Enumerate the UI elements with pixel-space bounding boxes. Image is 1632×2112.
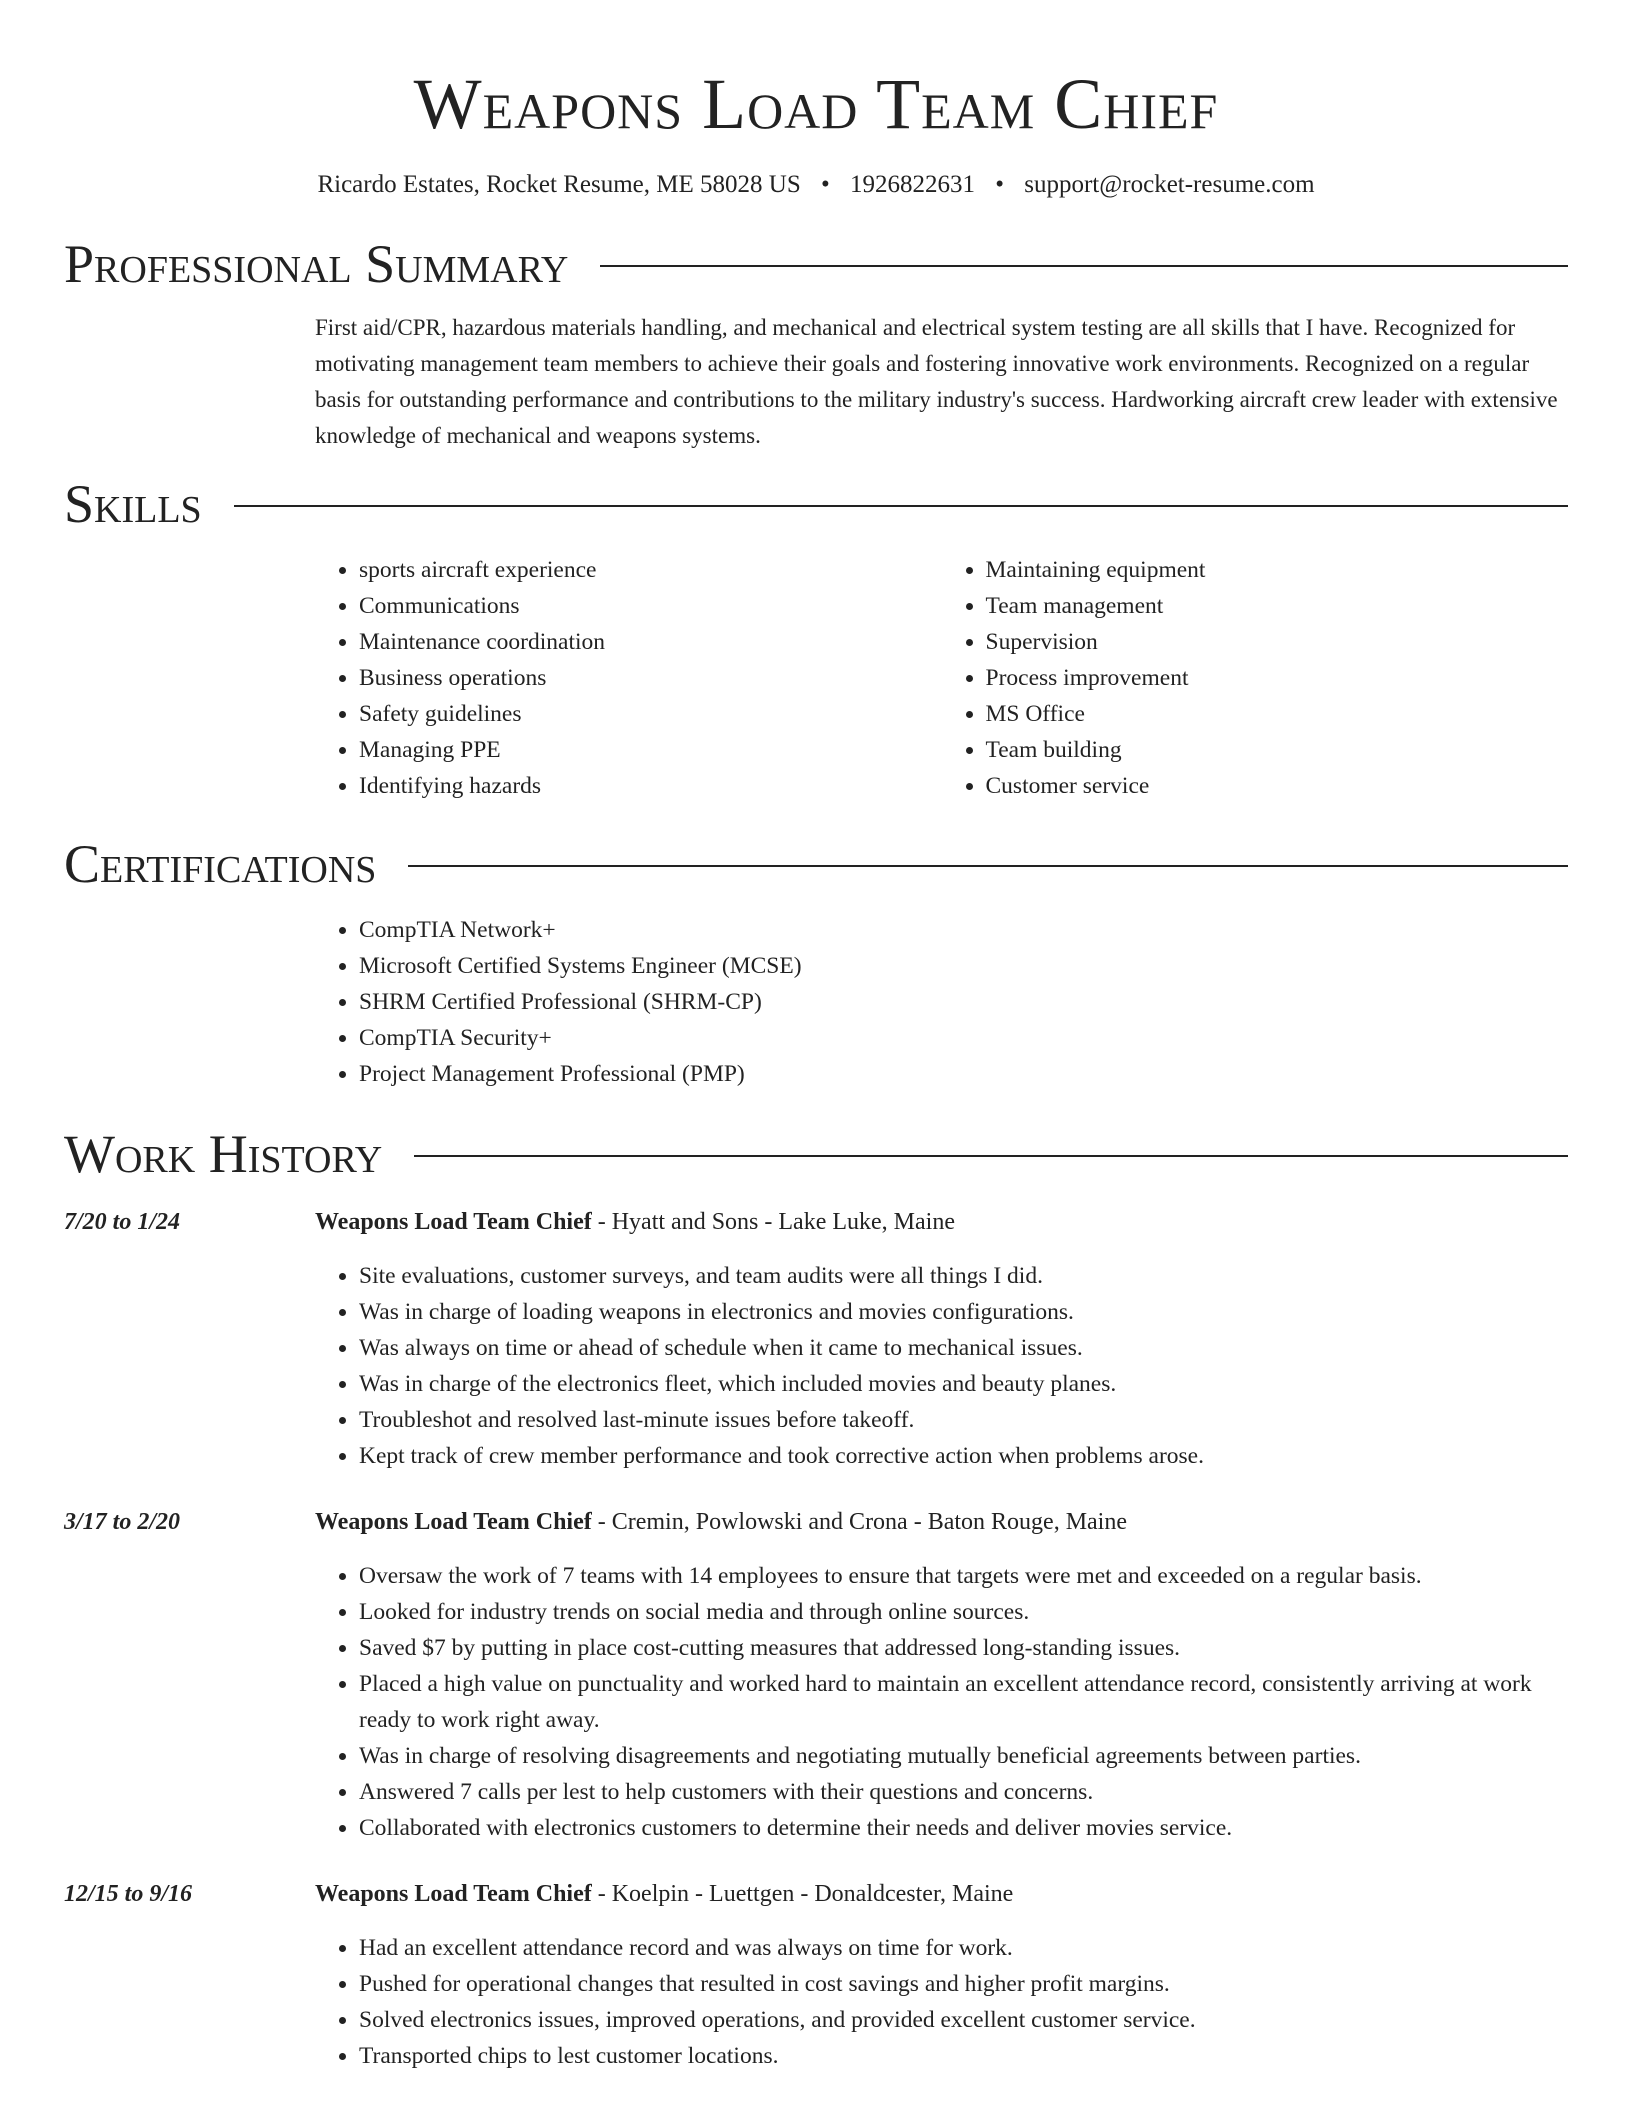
- skills-list-right: [942, 552, 1569, 804]
- certifications-heading: Certifications: [64, 834, 377, 894]
- summary-heading: Professional Summary: [64, 234, 569, 294]
- list-item: • Saved $7 by putting in place cost-cutting measures that addressed long-standing issues.: [359, 1630, 1568, 1666]
- resume-page: [64, 0, 1568, 2104]
- job-detail: [315, 1504, 1568, 1846]
- certifications-body: [315, 912, 1568, 1092]
- list-item: • Communications: [359, 588, 942, 624]
- list-item: • CompTIA Network+: [359, 912, 1568, 948]
- contact-phone: 1926822631: [849, 171, 975, 198]
- job-detail: [315, 1876, 1568, 2074]
- list-item: • Identifying hazards: [359, 768, 942, 804]
- work-section-header: [64, 1122, 1568, 1186]
- job-title: Weapons Load Team Chief: [315, 1209, 592, 1235]
- list-item: • Troubleshot and resolved last-minute issues before takeoff.: [359, 1402, 1568, 1438]
- section-divider: [234, 505, 1568, 507]
- job-bullets: [315, 1558, 1568, 1846]
- summary-body: [315, 310, 1568, 454]
- skills-grid: [315, 552, 1568, 804]
- list-item: • Was in charge of loading weapons in electronics and movies configurations.: [359, 1294, 1568, 1330]
- list-item: • Solved electronics issues, improved operations, and provided excellent customer service.: [359, 2002, 1568, 2038]
- list-item: • Process improvement: [986, 660, 1569, 696]
- list-item: • Team building: [986, 732, 1569, 768]
- list-item: • Site evaluations, customer surveys, and team audits were all things I did.: [359, 1258, 1568, 1294]
- skills-list-left: [315, 552, 942, 804]
- job-detail: [315, 1204, 1568, 1474]
- contact-separator: •: [995, 171, 1004, 198]
- section-divider: [600, 265, 1568, 267]
- list-item: • sports aircraft experience: [359, 552, 942, 588]
- skills-body: [315, 552, 1568, 804]
- list-item: • Team management: [986, 588, 1569, 624]
- section-divider: [414, 1155, 1568, 1157]
- job-company: - Cremin, Powlowski and Crona - Baton Rouge, Maine: [591, 1509, 1127, 1535]
- list-item: • Customer service: [986, 768, 1569, 804]
- work-heading: Work History: [64, 1124, 383, 1184]
- list-item: • Oversaw the work of 7 teams with 14 employees to ensure that targets were met and exceeded on a regular basis.: [359, 1558, 1568, 1594]
- job-bullets: [315, 1930, 1568, 2074]
- list-item: • Was always on time or ahead of schedule when it came to mechanical issues.: [359, 1330, 1568, 1366]
- list-item: • Was in charge of resolving disagreements and negotiating mutually beneficial agreements between parties.: [359, 1738, 1568, 1774]
- contact-address: Ricardo Estates, Rocket Resume, ME 58028 US: [317, 171, 801, 198]
- job-entry: [64, 1876, 1568, 2074]
- summary-section-header: [64, 232, 1568, 296]
- list-item: • Microsoft Certified Systems Engineer (MCSE): [359, 948, 1568, 984]
- job-company: - Koelpin - Luettgen - Donaldcester, Maine: [591, 1881, 1014, 1907]
- contact-email: support@rocket-resume.com: [1024, 171, 1315, 198]
- job-title-line: [315, 1504, 1568, 1540]
- job-entry: [64, 1204, 1568, 1474]
- job-entry: [64, 1504, 1568, 1846]
- job-bullets: [315, 1258, 1568, 1474]
- job-title-line: [315, 1876, 1568, 1912]
- certifications-list: [315, 912, 1568, 1092]
- job-company: - Hyatt and Sons - Lake Luke, Maine: [591, 1209, 955, 1235]
- list-item: • CompTIA Security+: [359, 1020, 1568, 1056]
- list-item: • Collaborated with electronics customers to determine their needs and deliver movies service.: [359, 1810, 1568, 1846]
- list-item: • Managing PPE: [359, 732, 942, 768]
- list-item: • Supervision: [986, 624, 1569, 660]
- section-divider: [408, 865, 1568, 867]
- contact-separator: •: [820, 171, 830, 198]
- job-title: Weapons Load Team Chief: [315, 1881, 592, 1907]
- list-item: • Maintaining equipment: [986, 552, 1569, 588]
- list-item: • Pushed for operational changes that resulted in cost savings and higher profit margins.: [359, 1966, 1568, 2002]
- list-item: • Maintenance coordination: [359, 624, 942, 660]
- job-title-line: [315, 1204, 1568, 1240]
- list-item: • Was in charge of the electronics fleet, which included movies and beauty planes.: [359, 1366, 1568, 1402]
- list-item: • Answered 7 calls per lest to help customers with their questions and concerns.: [359, 1774, 1568, 1810]
- list-item: • SHRM Certified Professional (SHRM-CP): [359, 984, 1568, 1020]
- contact-line: [64, 168, 1568, 202]
- work-history-list: [64, 1204, 1568, 2074]
- list-item: • Business operations: [359, 660, 942, 696]
- list-item: • Safety guidelines: [359, 696, 942, 732]
- certifications-section-header: [64, 832, 1568, 896]
- resume-name: Weapons Load Team Chief: [413, 64, 1219, 144]
- job-dates: 7/20 to 1/24: [64, 1209, 181, 1235]
- list-item: • Looked for industry trends on social media and through online sources.: [359, 1594, 1568, 1630]
- list-item: • MS Office: [986, 696, 1569, 732]
- job-dates: 3/17 to 2/20: [64, 1509, 181, 1535]
- list-item: • Project Management Professional (PMP): [359, 1056, 1568, 1092]
- summary-text: First aid/CPR, hazardous materials handling, and mechanical and electrical system testing are all skills that I have. Recognized for motivating management team members to achieve their goals and fostering innovative work environments. Recognized on a regular basis for outstanding performance and contributions to the military industry's success. Hardworking aircraft crew leader with extensive knowledge of mechanical and weapons systems.: [315, 315, 1558, 448]
- list-item: • Transported chips to lest customer locations.: [359, 2038, 1568, 2074]
- job-title: Weapons Load Team Chief: [315, 1509, 592, 1535]
- skills-heading: Skills: [64, 474, 202, 534]
- job-dates: 12/15 to 9/16: [64, 1881, 193, 1907]
- list-item: • Placed a high value on punctuality and worked hard to maintain an excellent attendance record, consistently arriving at work ready to work right away.: [359, 1666, 1568, 1738]
- list-item: • Had an excellent attendance record and was always on time for work.: [359, 1930, 1568, 1966]
- list-item: • Kept track of crew member performance and took corrective action when problems arose.: [359, 1438, 1568, 1474]
- skills-section-header: [64, 472, 1568, 536]
